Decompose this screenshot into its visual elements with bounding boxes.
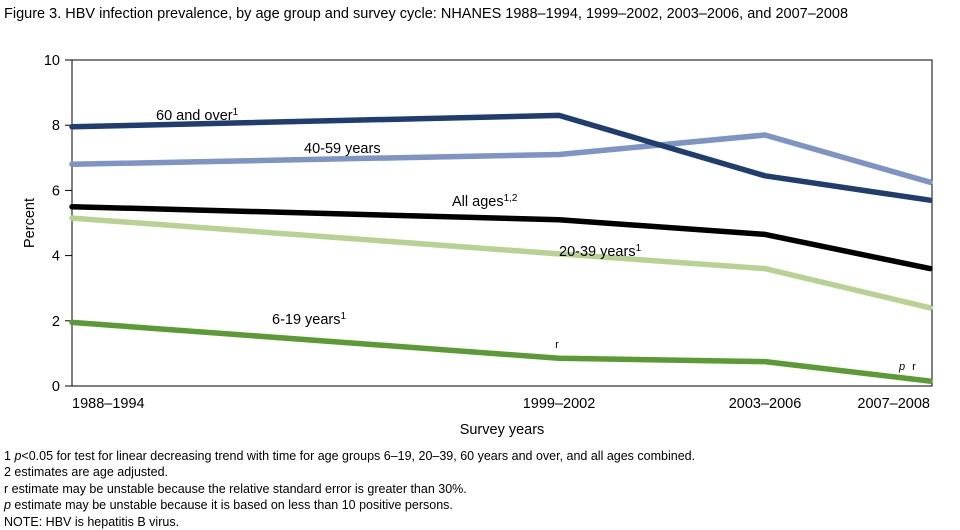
- x-tick-label-1: 1988–1994: [72, 396, 145, 412]
- figure-title: [4, 4, 948, 24]
- series-label-text-all-ages: All ages: [452, 194, 504, 210]
- footnote-line-3: r estimate may be unstable because the relative standard error is greater than 30%.: [4, 481, 467, 496]
- x-tick-label-3: 2003–2006: [728, 396, 802, 412]
- footnote-line-4: [4, 497, 948, 513]
- series-label-text-60-and-over: 60 and over: [156, 108, 233, 124]
- series-label-20-39-years: [559, 243, 642, 260]
- series-label-60-and-over: [156, 107, 239, 124]
- series-label-text-40-59-years: 40-59 years: [304, 141, 381, 157]
- y-tick-label-6: 6: [51, 183, 60, 200]
- series-label-sup-6-19-years: 1: [340, 311, 347, 322]
- annotation-p-2007-2008: p: [898, 361, 906, 373]
- series-label-text-6-19-years: 6-19 years: [272, 312, 341, 328]
- series-label-40-59-years: [304, 141, 381, 157]
- footnote-1-text: <0.05 for test for linear decreasing trend with time for age groups 6–19, 20–39, 60 years and over, and all ages combined.: [21, 449, 696, 463]
- footnote-4-italic: p: [4, 498, 11, 513]
- y-axis: [44, 53, 72, 395]
- chart-container: [12, 48, 948, 438]
- footnote-line-5: NOTE: HBV is hepatitis B virus.: [4, 514, 180, 529]
- footnote-line-1: [4, 448, 948, 464]
- annotation-r-2007-2008: r: [912, 361, 916, 373]
- x-axis: [72, 396, 930, 412]
- y-axis-title: Percent: [22, 198, 38, 248]
- series-label-sup-20-39-years: 1: [635, 243, 642, 254]
- footnote-line-2: 2 estimates are age adjusted.: [4, 465, 168, 480]
- line-chart: [12, 48, 948, 438]
- footnote-1-prefix: 1: [4, 449, 15, 463]
- series-label-6-19-years: [272, 311, 347, 328]
- y-tick-label-2: 2: [51, 313, 60, 330]
- figure-title-line2: and 2007–2008: [747, 6, 849, 22]
- footnote-4-text: estimate may be unstable because it is based on less than 10 positive persons.: [10, 498, 453, 513]
- annotation-r-1999-2002: r: [555, 339, 559, 351]
- svg-text:20-39 years1: [559, 243, 642, 260]
- footnotes: [4, 448, 948, 530]
- y-tick-label-4: 4: [51, 248, 60, 265]
- figure-title-line1: Figure 3. HBV infection prevalence, by age group and survey cycle: NHANES 1988–1994, 1999–2002, 2003–2006,: [4, 6, 744, 22]
- x-axis-title: Survey years: [459, 422, 545, 438]
- series-label-sup-60-and-over: 1: [232, 107, 239, 118]
- svg-text:6-19 years1: [272, 311, 347, 328]
- y-tick-label-10: 10: [43, 53, 60, 69]
- series-label-text-20-39-years: 20-39 years: [559, 244, 636, 260]
- y-tick-label-0: 0: [51, 379, 60, 395]
- svg-text:60 and over1: [156, 107, 239, 124]
- series-label-sup-all-ages: 1,2: [503, 193, 518, 204]
- x-tick-label-4: 2007–2008: [857, 396, 930, 412]
- x-tick-label-2: 1999–2002: [522, 396, 596, 412]
- y-tick-label-8: 8: [51, 118, 60, 135]
- footnote-1-italic: p: [14, 449, 22, 463]
